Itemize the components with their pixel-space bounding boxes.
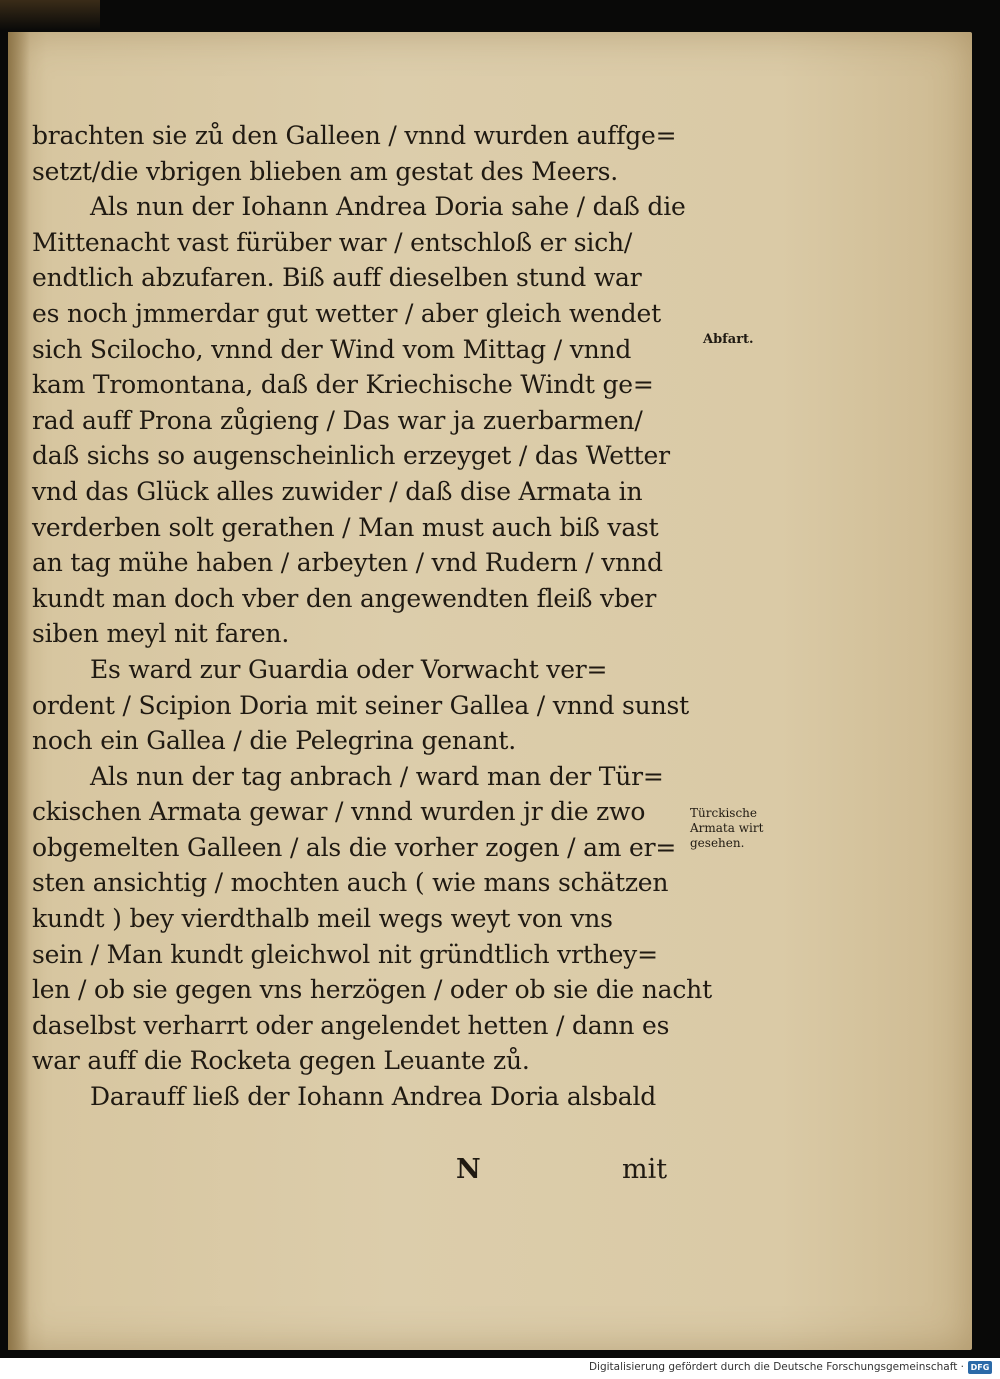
text-line: kundt ) bey vierdthalb meil wegs weyt von vns bbox=[32, 904, 613, 934]
scan-edge bbox=[0, 0, 100, 30]
body-text bbox=[32, 118, 722, 1115]
text-line: sein / Man kundt gleichwol nit gründtlich vrthey= bbox=[32, 939, 658, 969]
text-line: an tag mühe haben / arbeyten / vnd Rudern / vnnd bbox=[32, 548, 663, 578]
page-gutter-shadow bbox=[8, 32, 30, 1350]
marginal-note-abfart bbox=[703, 332, 754, 347]
text-line: noch ein Gallea / die Pelegrina genant. bbox=[32, 726, 516, 756]
marginal-note-text: gesehen. bbox=[690, 836, 745, 850]
text-line: vnd das Glück alles zuwider / daß dise Armata in bbox=[32, 476, 643, 506]
text-line: sten ansichtig / mochten auch ( wie mans schätzen bbox=[32, 868, 669, 898]
text-line: Darauff ließ der Iohann Andrea Doria alsbald bbox=[90, 1082, 657, 1112]
text-line: sich Scilocho, vnnd der Wind vom Mittag / vnnd bbox=[32, 334, 632, 364]
signature-mark: N bbox=[456, 1154, 481, 1185]
catchword: mit bbox=[622, 1154, 668, 1185]
text-line: war auff die Rocketa gegen Leuante zů. bbox=[32, 1046, 530, 1076]
text-line: len / ob sie gegen vns herzögen / oder ob sie die nacht bbox=[32, 975, 712, 1005]
text-line: siben meyl nit faren. bbox=[32, 619, 290, 649]
dfg-logo-icon: DFG bbox=[968, 1361, 992, 1374]
text-line: kundt man doch vber den angewendten fleiß vber bbox=[32, 583, 657, 613]
text-line: rad auff Prona zůgieng / Das war ja zuerbarmen/ bbox=[32, 405, 643, 435]
text-line: daß sichs so augenscheinlich erzeyget / das Wetter bbox=[32, 441, 670, 471]
marginal-note-text: Türckische bbox=[690, 806, 758, 820]
viewer-footer bbox=[0, 1358, 1000, 1379]
text-line: Es ward zur Guardia oder Vorwacht ver= bbox=[90, 654, 608, 684]
text-line: obgemelten Galleen / als die vorher zogen / am er= bbox=[32, 832, 677, 862]
marginal-note-text: Armata wirt bbox=[690, 821, 764, 835]
text-line: endtlich abzufaren. Biß auff dieselben stund war bbox=[32, 263, 642, 293]
text-line: Als nun der tag anbrach / ward man der Tür= bbox=[90, 761, 664, 791]
text-line: verderben solt gerathen / Man must auch biß vast bbox=[32, 512, 659, 542]
text-line: ordent / Scipion Doria mit seiner Gallea / vnnd sunst bbox=[32, 690, 689, 720]
funding-credit: Digitalisierung gefördert durch die Deutsche Forschungsgemeinschaft · bbox=[588, 1361, 964, 1373]
text-line: brachten sie zů den Galleen / vnnd wurden auffge= bbox=[32, 121, 677, 150]
text-line: setzt/die vbrigen blieben am gestat des Meers. bbox=[32, 156, 619, 186]
marginal-note-tuerckische bbox=[690, 806, 763, 851]
text-line: kam Tromontana, daß der Kriechische Windt ge= bbox=[32, 370, 654, 400]
text-line: Als nun der Iohann Andrea Doria sahe / daß die bbox=[90, 192, 686, 222]
marginal-note-text: Abfart. bbox=[703, 332, 754, 347]
text-line: Mittenacht vast fürüber war / entschloß er sich/ bbox=[32, 227, 633, 257]
text-line: daselbst verharrt oder angelendet hetten / dann es bbox=[32, 1010, 670, 1040]
text-line: ckischen Armata gewar / vnnd wurden jr die zwo bbox=[32, 797, 646, 827]
text-line: es noch jmmerdar gut wetter / aber gleich wendet bbox=[32, 298, 661, 328]
